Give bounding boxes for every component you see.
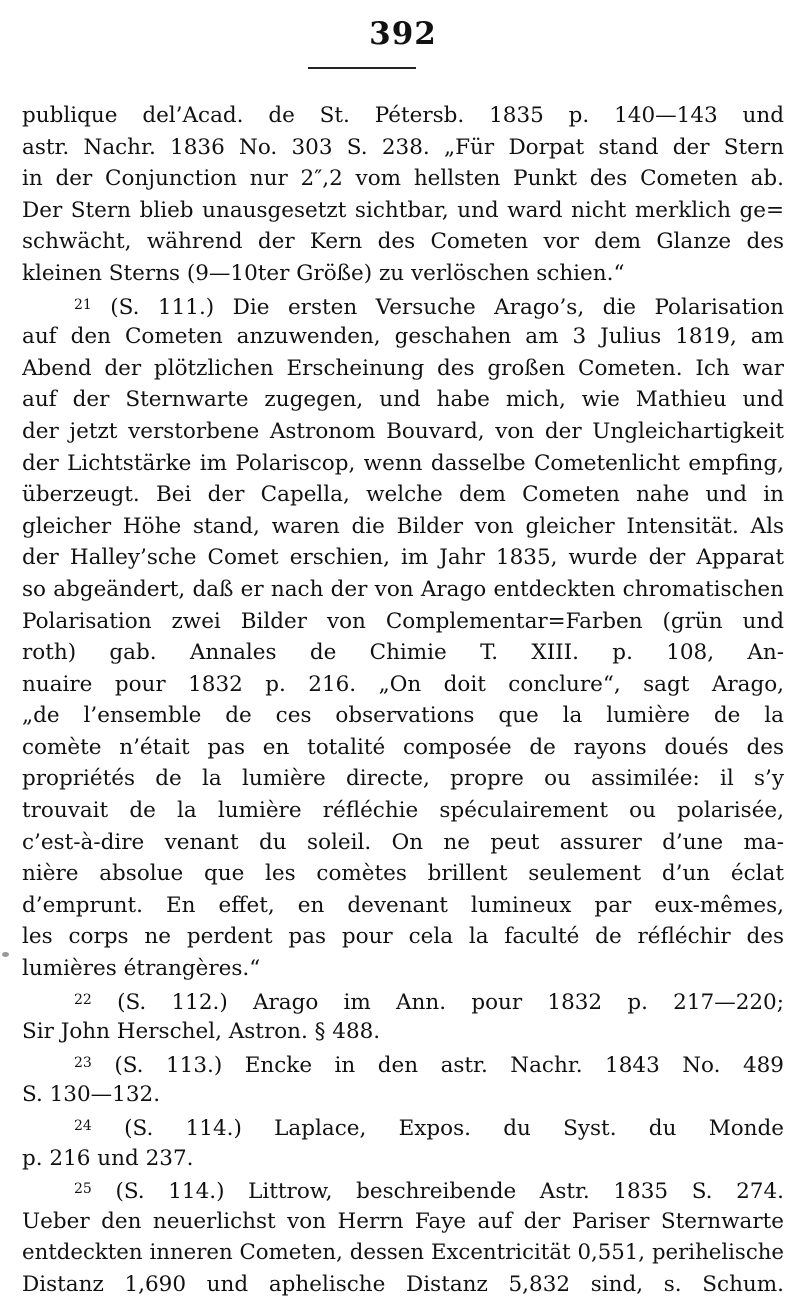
text-line: auf der Sternwarte zugegen, und habe mich, wie Mathieu und (22, 387, 784, 413)
footnote-number: 24 (74, 1118, 92, 1134)
text-line: kleinen Sterns (9—10ter Größe) zu verlöschen schien.“ (22, 260, 625, 286)
text-line: gleicher Höhe stand, waren die Bilder von gleicher Intensität. Als (22, 513, 784, 539)
text-line: Distanz 1,690 und aphelische Distanz 5,832 sind, s. Schum. (22, 1271, 784, 1297)
footnote-number: 25 (74, 1181, 92, 1198)
text-line: nière absolue que les comètes brillent seulement d’un éclat (22, 861, 784, 887)
text-line: (S. 113.) Encke in den astr. Nachr. 1843 No. 489 (114, 1052, 784, 1078)
text-line: schwächt, während der Kern des Cometen vor dem Glanze des (22, 229, 784, 255)
text-line: in der Conjunction nur 2″,2 vom hellsten Punkt des Cometen ab. (22, 166, 784, 192)
header-rule (308, 67, 416, 69)
footnote-number: 21 (74, 296, 92, 313)
text-line: „de l’ensemble de ces observations que la lumière de la (22, 703, 784, 729)
text-line: entdeckten inneren Cometen, dessen Excentricität 0,551, perihelische (22, 1240, 784, 1266)
text-line: der jetzt verstorbene Astronom Bouvard, von der Ungleichartigkeit (22, 418, 784, 444)
footnote-24 (22, 1111, 784, 1143)
text-line: der Halley’sche Comet erschien, im Jahr 1835, wurde der Apparat (22, 545, 784, 571)
text-line: Sir John Herschel, Astron. § 488. (22, 1019, 381, 1045)
page-number: 392 (369, 16, 437, 52)
text-line: p. 216 und 237. (22, 1145, 194, 1171)
text-line: Polarisation zwei Bilder von Complementar=Farben (grün und (22, 608, 784, 634)
text-line: auf den Cometen anzuwenden, geschahen am 3 Julius 1819, am (22, 324, 784, 350)
text-line: publique del’Acad. de St. Pétersb. 1835 p. 140—143 und (22, 103, 784, 128)
text-line: propriétés de la lumière directe, propre ou assimilée: il s’y (22, 766, 784, 792)
text-line: (S. 111.) Die ersten Versuche Arago’s, die Polarisation (110, 294, 784, 320)
text-line: Der Stern blieb unausgesetzt sichtbar, und ward nicht merklich ge= (22, 197, 784, 223)
text-line: S. 130—132. (22, 1082, 161, 1108)
text-line: les corps ne perdent pas pour cela la faculté de réfléchir des (22, 924, 784, 950)
text-line: überzeugt. Bei der Capella, welche dem Cometen nahe und in (22, 482, 784, 508)
text-line: roth) gab. Annales de Chimie T. XIII. p. 108, An- (22, 640, 784, 666)
text-line: (S. 114.) Laplace, Expos. du Syst. du Monde (124, 1116, 784, 1141)
footnote-number: 23 (74, 1054, 92, 1071)
footnote-21 (22, 290, 784, 322)
text-line: (S. 112.) Arago im Ann. pour 1832 p. 217—220; (117, 989, 784, 1015)
text-line: Ueber den neuerlichst von Herrn Faye auf der Pariser Sternwarte (22, 1208, 784, 1234)
footnote-23 (22, 1048, 784, 1080)
footnote-25 (22, 1174, 784, 1206)
body-text (22, 100, 784, 1301)
footnote-22 (22, 985, 784, 1017)
text-line: Abend der plötzlichen Erscheinung des großen Cometen. Ich war (22, 355, 784, 381)
text-line: c’est-à-dire venant du soleil. On ne peut assurer d’une ma- (22, 829, 784, 855)
text-line: astr. Nachr. 1836 No. 303 S. 238. „Für Dorpat stand der Stern (22, 134, 784, 160)
text-line: der Lichtstärke im Polariscop, wenn dasselbe Cometenlicht empfing, (22, 450, 784, 476)
footnote-number: 22 (74, 991, 92, 1008)
text-line: comète n’était pas en totalité composée de rayons doués des (22, 734, 784, 760)
paper-speck (2, 952, 9, 957)
text-line: (S. 114.) Littrow, beschreibende Astr. 1835 S. 274. (115, 1179, 784, 1205)
text-line: so abgeändert, daß er nach der von Arago entdeckten chromatischen (22, 576, 784, 602)
text-line: nuaire pour 1832 p. 216. „On doit conclure“, sagt Arago, (22, 671, 784, 697)
text-line: lumières étrangères.“ (22, 956, 261, 982)
text-line: d’emprunt. En effet, en devenant lumineux par eux-mêmes, (22, 892, 784, 918)
text-line: trouvait de la lumière réfléchie spéculairement ou polarisée, (22, 798, 784, 824)
